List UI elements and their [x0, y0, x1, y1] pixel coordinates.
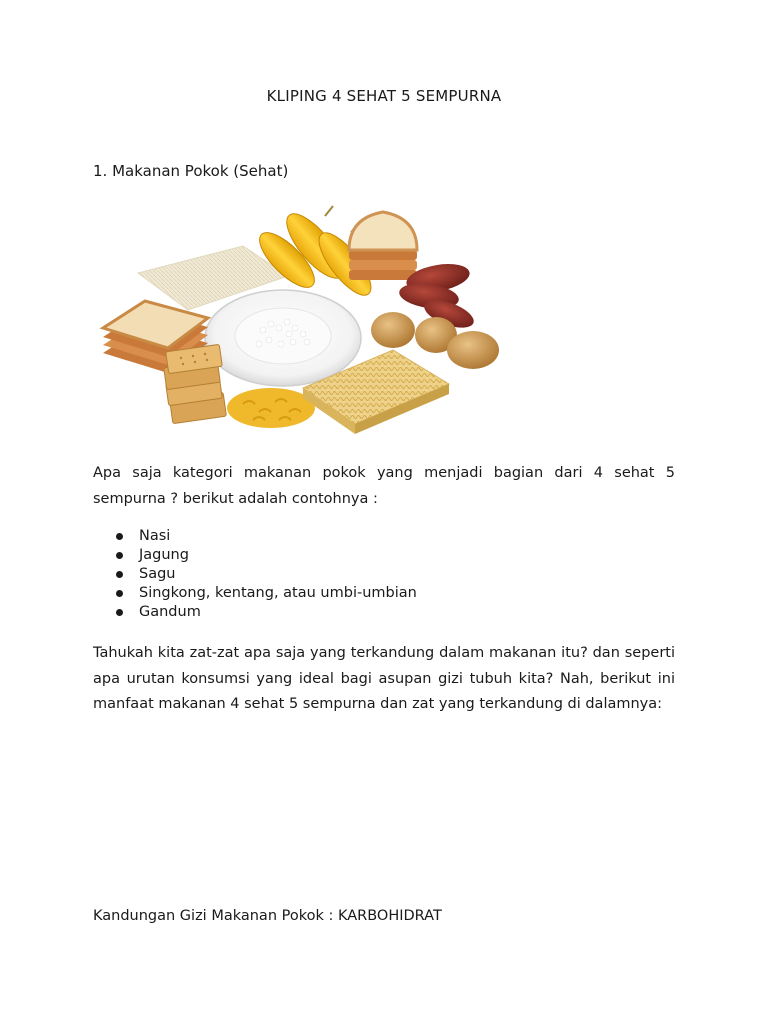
bullet-icon: [116, 590, 123, 597]
section-heading: 1. Makanan Pokok (Sehat): [93, 162, 289, 180]
list-item: Nasi: [93, 527, 417, 546]
bullet-icon: [116, 571, 123, 578]
bullet-icon: [116, 533, 123, 540]
list-item: Sagu: [93, 565, 417, 584]
document-title: KLIPING 4 SEHAT 5 SEMPURNA: [266, 87, 502, 105]
rice-plate-icon: [205, 290, 361, 386]
nutrition-question-paragraph: Tahukah kita zat-zat apa saja yang terkandung dalam makanan itu? dan seperti apa urutan konsumsi yang ideal bagi asupan gizi tubuh kita? Nah, berikut ini manfaat makanan 4 sehat 5 sempurna dan zat yang terkandung di dalamnya:: [93, 645, 675, 712]
list-item: Jagung: [93, 546, 417, 565]
nutrition-content-line: Kandungan Gizi Makanan Pokok : KARBOHIDRAT: [93, 908, 442, 924]
pasta-icon: [227, 388, 315, 428]
bullet-icon: [116, 552, 123, 559]
bullet-icon: [116, 609, 123, 616]
crackers-icon: [164, 344, 227, 423]
staple-food-list: [93, 527, 417, 622]
intro-paragraph: Apa saja kategori makanan pokok yang menjadi bagian dari 4 sehat 5 sempurna ? berikut adalah contohnya :: [93, 465, 675, 507]
list-item: Singkong, kentang, atau umbi-umbian: [93, 584, 417, 603]
staple-foods-image: [93, 198, 505, 444]
list-item: Gandum: [93, 603, 417, 622]
bread-stack-right: [349, 212, 417, 280]
